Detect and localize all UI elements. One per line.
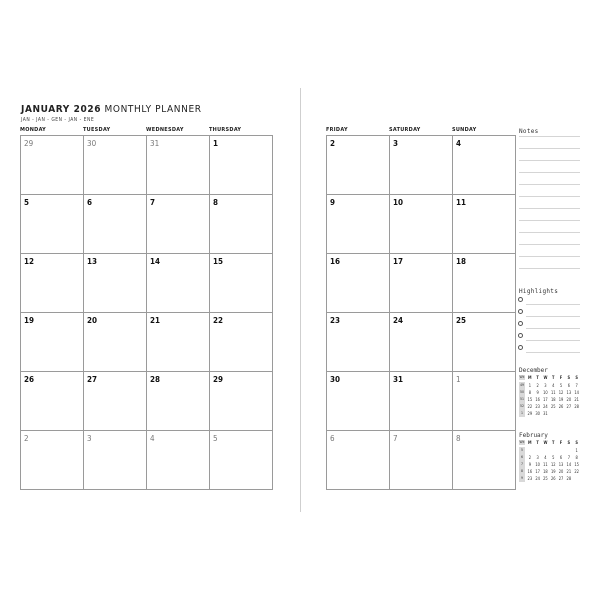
mini-day: 18 [543,469,548,474]
mini-day: 18 [550,397,556,402]
day-cell[interactable] [210,313,273,372]
mini-week-number: 50 [519,390,524,394]
day-number: 17 [393,257,404,266]
mini-calendar-title: December [519,367,548,374]
mini-weekday: M [528,440,532,445]
mini-calendar-title: February [519,432,548,439]
mini-week-number: 49 [519,383,524,387]
day-number: 25 [456,316,467,325]
highlight-checkbox[interactable] [518,321,523,326]
day-number: 18 [456,257,467,266]
weekday-header-saturday: SATURDAY [389,127,421,133]
calendar-grid-right [326,135,516,490]
mini-day: 4 [552,383,555,388]
day-number: 29 [24,139,34,148]
mini-day: 15 [574,462,579,467]
page-subtitle: JAN - JAN - GEN - JAN - ENE [21,117,95,123]
mini-day: 3 [536,455,539,460]
day-number: 19 [24,316,35,325]
mini-weekday: W [543,440,548,445]
day-number: 28 [150,375,161,384]
mini-day: 5 [552,455,555,460]
mini-day: 27 [566,404,572,409]
highlight-checkbox[interactable] [518,333,523,338]
mini-day: 4 [544,455,547,460]
mini-day: 28 [566,476,572,481]
mini-day: 20 [566,397,572,402]
mini-weekday: W [543,375,548,380]
day-cell[interactable] [21,254,84,313]
notes-line[interactable] [519,268,580,269]
day-number: 20 [87,316,98,325]
notes-line[interactable] [519,232,580,233]
highlight-line[interactable] [526,316,580,317]
day-cell[interactable] [147,254,210,313]
mini-calendar-february [519,440,581,486]
mini-week-number: 51 [519,397,524,401]
title-month: JANUARY 2026 [21,104,102,115]
mini-day: 13 [566,390,572,395]
day-number: 24 [393,316,404,325]
day-cell[interactable] [390,313,453,372]
mini-weekday: T [552,375,555,380]
weekday-header-thursday: THURSDAY [209,127,242,133]
day-cell[interactable] [453,431,516,490]
calendar-grid-left [20,135,273,490]
day-number: 1 [456,375,461,384]
mini-day: 21 [566,469,572,474]
mini-day: 24 [543,404,548,409]
day-cell[interactable] [390,195,453,254]
day-cell[interactable] [84,372,147,431]
weekday-header-monday: MONDAY [20,127,47,133]
mini-day: 26 [550,476,556,481]
notes-line[interactable] [519,160,580,161]
mini-weekday: S [567,375,571,380]
notes-label: Notes [519,128,539,135]
mini-day: 14 [574,390,579,395]
mini-day: 1 [575,448,578,453]
mini-day: 9 [528,462,531,467]
highlight-checkbox[interactable] [518,297,523,302]
day-cell[interactable] [210,136,273,195]
mini-day: 16 [527,469,533,474]
mini-day: 14 [566,462,572,467]
mini-day: 10 [543,390,548,395]
mini-day: 12 [550,462,556,467]
day-number: 14 [150,257,161,266]
day-cell[interactable] [210,372,273,431]
mini-day: 20 [558,469,564,474]
day-cell[interactable] [147,431,210,490]
day-cell[interactable] [390,372,453,431]
notes-line[interactable] [519,196,580,197]
day-number: 31 [150,139,160,148]
day-number: 26 [24,375,35,384]
mini-day: 19 [550,469,556,474]
day-cell[interactable] [84,313,147,372]
notes-line[interactable] [519,256,580,257]
mini-day: 15 [527,397,533,402]
notes-line[interactable] [519,184,580,185]
mini-day: 30 [535,411,540,416]
weekday-header-tuesday: TUESDAY [83,127,111,133]
mini-day: 23 [535,404,540,409]
day-cell[interactable] [147,313,210,372]
day-cell[interactable] [21,372,84,431]
mini-day: 2 [536,383,539,388]
highlight-line[interactable] [526,340,580,341]
weekday-header-sunday: SUNDAY [452,127,477,133]
highlight-line[interactable] [526,328,580,329]
mini-day: 7 [567,455,570,460]
day-number: 8 [456,434,461,443]
day-number: 5 [213,434,218,443]
mini-weekday: F [559,440,563,445]
mini-day: 22 [527,404,533,409]
mini-day: 6 [567,383,570,388]
day-cell[interactable] [210,431,273,490]
day-cell[interactable] [453,313,516,372]
day-number: 1 [213,139,219,148]
notes-line[interactable] [519,172,580,173]
day-cell[interactable] [147,195,210,254]
day-cell[interactable] [453,136,516,195]
mini-week-number: 7 [520,462,523,466]
mini-day: 8 [528,390,531,395]
day-cell[interactable] [390,136,453,195]
mini-day: 26 [558,404,564,409]
day-cell[interactable] [21,431,84,490]
day-cell[interactable] [84,431,147,490]
day-cell[interactable] [147,372,210,431]
day-number: 7 [393,434,398,443]
day-number: 3 [87,434,92,443]
mini-day: 31 [543,411,548,416]
highlight-checkbox[interactable] [518,309,523,314]
mini-weekday: T [552,440,555,445]
day-number: 7 [150,198,156,207]
mini-weekday: S [567,440,571,445]
mini-day: 13 [558,462,564,467]
day-number: 23 [330,316,341,325]
day-cell[interactable] [327,313,390,372]
day-cell[interactable] [327,254,390,313]
notes-line[interactable] [519,244,580,245]
mini-day: 12 [558,390,564,395]
mini-day: 1 [528,383,531,388]
day-cell[interactable] [210,195,273,254]
day-number: 30 [87,139,97,148]
mini-day: 10 [535,462,540,467]
mini-week-number: 1 [520,411,523,415]
day-number: 6 [87,198,93,207]
mini-day: 23 [527,476,533,481]
mini-day: 29 [527,411,533,416]
mini-day: 27 [558,476,564,481]
mini-day: 11 [550,390,556,395]
mini-day: 24 [535,476,540,481]
mini-weekday: F [559,375,563,380]
day-number: 5 [24,198,30,207]
mini-day: 5 [559,383,563,388]
day-cell[interactable] [390,254,453,313]
day-cell[interactable] [84,254,147,313]
mini-week-number: 8 [520,469,523,473]
mini-day: 21 [574,397,579,402]
day-number: 2 [24,434,29,443]
day-number: 29 [213,375,224,384]
mini-day: 2 [528,455,531,460]
day-number: 3 [393,139,399,148]
day-number: 16 [330,257,341,266]
mini-day: 16 [535,397,540,402]
mini-day: 9 [536,390,539,395]
highlight-line[interactable] [526,352,580,353]
page-spine [300,88,301,512]
day-number: 10 [393,198,404,207]
highlights-label: Highlights [519,288,559,295]
mini-day: 3 [544,383,547,388]
day-number: 13 [87,257,98,266]
notes-line[interactable] [519,208,580,209]
day-number: 30 [330,375,341,384]
highlight-checkbox[interactable] [518,345,523,350]
day-number: 21 [150,316,161,325]
mini-weekday: T [536,375,539,380]
day-number: 4 [456,139,462,148]
page-title [21,104,202,115]
day-number: 4 [150,434,155,443]
day-cell[interactable] [327,136,390,195]
day-cell[interactable] [453,254,516,313]
title-label: MONTHLY PLANNER [101,104,202,115]
day-cell[interactable] [327,372,390,431]
day-cell[interactable] [84,195,147,254]
mini-day: 8 [575,455,578,460]
day-number: 31 [393,375,404,384]
day-cell[interactable] [147,136,210,195]
mini-day: 19 [558,397,564,402]
day-cell[interactable] [21,313,84,372]
weekday-header-wednesday: WEDNESDAY [146,127,184,133]
mini-weekday: S [575,375,578,380]
mini-weekday: T [536,440,539,445]
day-number: 22 [213,316,224,325]
notes-line[interactable] [519,148,580,149]
mini-week-number: 9 [520,476,523,480]
day-cell[interactable] [327,195,390,254]
mini-day: 25 [550,404,556,409]
mini-day: 28 [574,404,579,409]
highlight-line[interactable] [526,304,580,305]
notes-line[interactable] [519,220,580,221]
day-number: 9 [330,198,336,207]
mini-week-header: Wk [519,440,525,444]
day-number: 11 [456,198,467,207]
mini-day: 11 [543,462,548,467]
mini-day: 7 [575,383,578,388]
mini-day: 17 [535,469,540,474]
day-cell[interactable] [21,136,84,195]
day-number: 27 [87,375,98,384]
day-number: 6 [330,434,335,443]
mini-week-number: 6 [520,455,523,459]
day-number: 2 [330,139,336,148]
day-cell[interactable] [21,195,84,254]
day-cell[interactable] [453,372,516,431]
mini-weekday: M [528,375,532,380]
day-number: 8 [213,198,219,207]
weekday-header-friday: FRIDAY [326,127,348,133]
day-cell[interactable] [84,136,147,195]
day-number: 15 [213,257,224,266]
mini-week-number: 52 [519,404,524,408]
mini-week-header: Wk [519,375,525,379]
mini-weekday: S [575,440,578,445]
day-cell[interactable] [453,195,516,254]
mini-calendar-december [519,375,581,421]
mini-day: 22 [574,469,579,474]
day-cell[interactable] [210,254,273,313]
mini-day: 6 [559,455,563,460]
mini-day: 25 [543,476,548,481]
day-cell[interactable] [327,431,390,490]
day-number: 12 [24,257,35,266]
mini-day: 17 [543,397,548,402]
mini-week-number: 5 [520,448,523,452]
day-cell[interactable] [390,431,453,490]
notes-line[interactable] [519,136,580,137]
